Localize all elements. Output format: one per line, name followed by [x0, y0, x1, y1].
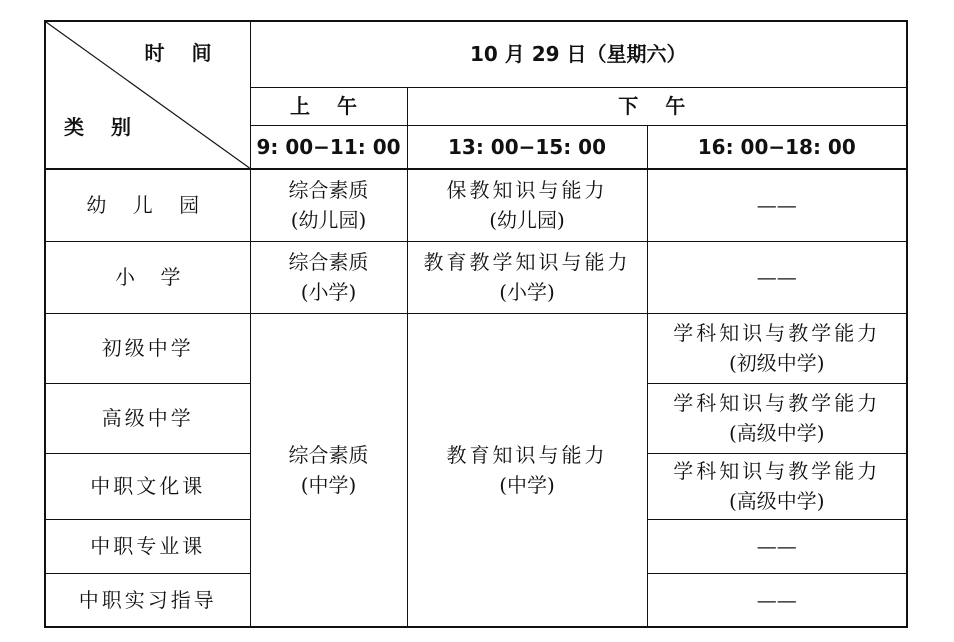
am-subject-kindergarten: 综合素质 (幼儿园) — [250, 169, 407, 241]
pm2-subject-kindergarten: —— — [647, 169, 907, 241]
category-vocational-internship: 中职实习指导 — [45, 573, 250, 627]
time-slot-2: 13: 00−15: 00 — [407, 125, 647, 169]
pm2-subject-senior-high: 学科知识与教学能力 (高级中学) — [647, 383, 907, 453]
pm2-subject-vocational-internship: —— — [647, 573, 907, 627]
header-diagonal-cell — [45, 21, 250, 169]
pm1-subject-middle-school: 教育知识与能力 (中学) — [407, 313, 647, 627]
category-primary: 小 学 — [45, 241, 250, 313]
category-senior-high: 高级中学 — [45, 383, 250, 453]
time-header-label: 时 间 — [144, 41, 222, 65]
pm2-subject-vocational-professional: —— — [647, 519, 907, 573]
table-row — [45, 313, 907, 383]
pm2-subject-vocational-culture: 学科知识与教学能力 (高级中学) — [647, 453, 907, 519]
pm2-subject-junior-middle: 学科知识与教学能力 (初级中学) — [647, 313, 907, 383]
pm2-subject-primary: —— — [647, 241, 907, 313]
time-slot-1: 9: 00−11: 00 — [250, 125, 407, 169]
time-slot-3: 16: 00−18: 00 — [647, 125, 907, 169]
am-subject-primary: 综合素质 (小学) — [250, 241, 407, 313]
exam-date: 10 月 29 日（星期六） — [250, 21, 907, 87]
table-row — [45, 169, 907, 241]
table-row — [45, 241, 907, 313]
exam-schedule-table — [44, 20, 908, 628]
category-kindergarten: 幼 儿 园 — [45, 169, 250, 241]
pm1-subject-primary: 教育教学知识与能力 (小学) — [407, 241, 647, 313]
exam-schedule-table-wrapper — [44, 20, 906, 628]
category-vocational-culture: 中职文化课 — [45, 453, 250, 519]
category-junior-middle: 初级中学 — [45, 313, 250, 383]
category-header-label: 类 别 — [64, 115, 141, 139]
pm1-subject-kindergarten: 保教知识与能力 (幼儿园) — [407, 169, 647, 241]
morning-label: 上 午 — [250, 87, 407, 125]
category-vocational-professional: 中职专业课 — [45, 519, 250, 573]
am-subject-middle-school: 综合素质 (中学) — [250, 313, 407, 627]
afternoon-label: 下 午 — [407, 87, 907, 125]
